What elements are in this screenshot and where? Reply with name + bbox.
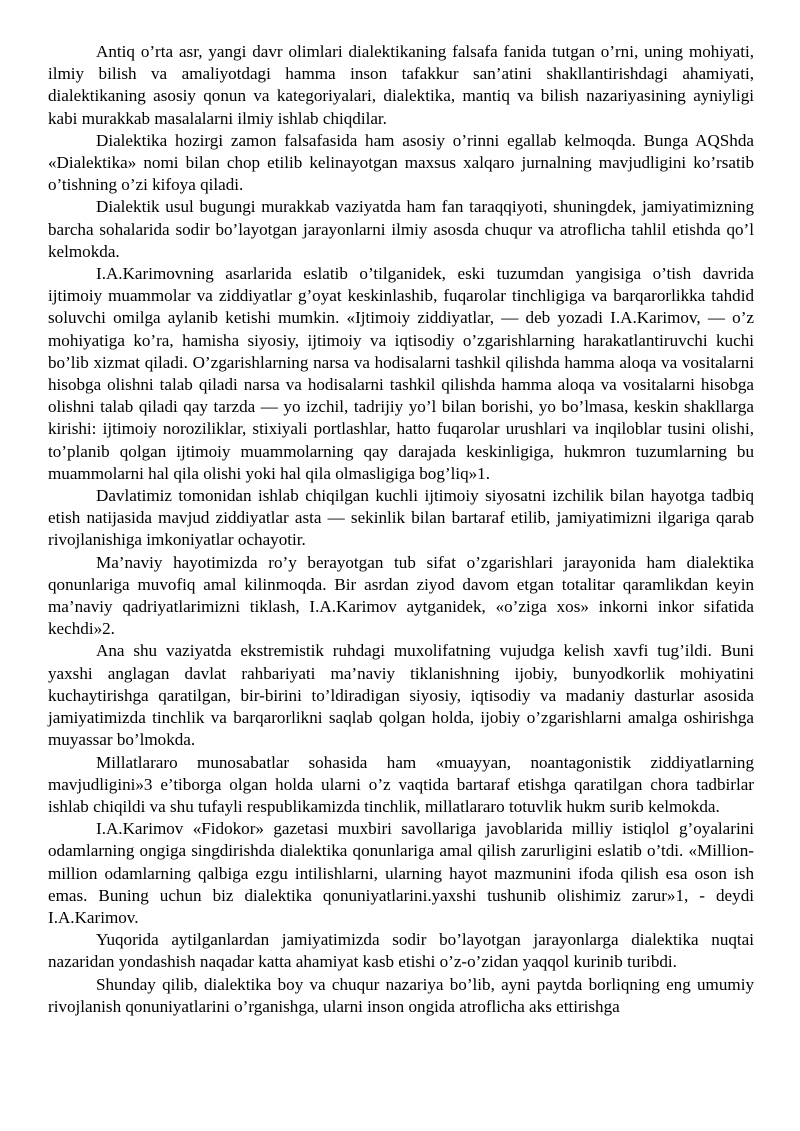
- paragraph-1: Antiq o’rta asr, yangi davr olimlari dialektikaning falsafa fanida tutgan o’rni, uning mohiyati, ilmiy bilish va amaliyotdagi hamma inson tafakkur san’atini shakllantirishdagi ahamiyati, dialektikaning asosiy qonun va kategoriyalari, dialektika, mantiq va bilish nazariyasining ayniyligi kabi murakkab masalalarni ilmiy ishlab chiqdilar.: [48, 42, 754, 128]
- document-page: [48, 41, 754, 1018]
- paragraph-3: Dialektik usul bugungi murakkab vaziyatda ham fan taraqqiyoti, shuningdek, jamiyatimizning barcha sohalarida sodir bo’layotgan jarayonlarni ilmiy asosda chuqur va atroflicha tahlil etishda qo’l kelmokda.: [48, 197, 754, 261]
- paragraph-5: Davlatimiz tomonidan ishlab chiqilgan kuchli ijtimoiy siyosatni izchilik bilan hayotga tadbiq etish natijasida mavjud ziddiyatlar asta — sekinlik bilan bartaraf etilib, jamiyatimizni ilgariga qarab rivojlanishiga imkoniyatlar ochayotir.: [48, 486, 754, 550]
- paragraph-10: Yuqorida aytilganlardan jamiyatimizda sodir bo’layotgan jarayonlarga dialektika nuqtai nazaridan yondashish naqadar katta ahamiyat kasb etishi o’z-o’zidan yaqqol kurinib turibdi.: [48, 930, 754, 972]
- paragraph-4: I.A.Karimovning asarlarida eslatib o’tilganidek, eski tuzumdan yangisiga o’tish davrida ijtimoiy muammolar va ziddiyatlar g’oyat keskinlashib, fuqarolar tinchligiga va barqarorlikka tahdid soluvchi omilga aylanib ketishi mumkin. «Ijtimoiy ziddiyatlar, — deb yozadi I.A.Karimov, — o’z mohiyatiga ko’ra, hamisha siyosiy, ijtimoiy va iqtisodiy o’zgarishlarning harakatlantiruvchi kuchi bo’lib xizmat qiladi. O’zgarishlarning narsa va hodisalarni tashkil qilishda hamma aloqa va vositalarni hisobga olishni talab qiladi narsa va hodisalarni tashkil qilishda hamma aloqa va vositalarni hisobga olishni talab qiladi qay tarzda — yo izchil, tadrijiy yo’l bilan borishi, yo bo’lmasa, keskin shakllarga kirishi: ijtimoiy noroziliklar, stixiyali portlashlar, hatto fuqarolar urushlari va inqiloblar tusini olishi, to’planib qolgan ijtimoiy muammolarning qay darajada keskinligiga, hukmron tuzumlarning bu muammolarni hal qila olishi yoki hal qila olmasligiga bog’liq»1.: [48, 264, 754, 483]
- paragraph-6: Ma’naviy hayotimizda ro’y berayotgan tub sifat o’zgarishlari jarayonida ham dialektika qonunlariga muvofiq amal kilinmoqda. Bir asrdan ziyod davom etgan totalitar qaramlikdan keyin ma’naviy qadriyatlarimizni tiklash, I.A.Karimov aytganidek, «o’ziga xos» inkorni inkor sifatida kechdi»2.: [48, 552, 754, 639]
- paragraph-11: Shunday qilib, dialektika boy va chuqur nazariya bo’lib, ayni paytda borliqning eng umumiy rivojlanish qonuniyatlarini o’rganishga, ularni inson ongida atroflicha aks ettirishga: [48, 974, 754, 1016]
- paragraph-9: I.A.Karimov «Fidokor» gazetasi muxbiri savollariga javoblarida milliy istiqlol g’oyalarini odamlarning ongiga singdirishda dialektika qonunlariga amal qilish zarurligini eslatib o’tdi. «Million-million odamlarning qalbiga ezgu intilishlarni, ularning hayot mazmunini ifoda qilish esa oson ish emas. Buning uchun biz dialektika qonuniyatlarini.yaxshi tushunib olishimiz zarur»1, - deydi I.A.Karimov.: [48, 819, 754, 927]
- paragraph-7: Ana shu vaziyatda ekstremistik ruhdagi muxolifatning vujudga kelish xavfi tug’ildi. Buni yaxshi anglagan davlat rahbariyati ma’naviy tiklanishning ijobiy, bunyodkorlik mohiyatini kuchaytirishga qaratilgan, bir-birini to’ldiradigan siyosiy, iqtisodiy va madaniy dasturlar asosida jamiyatimizda tinchlik va barqarorlikni saqlab qolgan holda, ijobiy o’zgarishlarni amalga oshirishga muyassar bo’lmokda.: [48, 641, 754, 750]
- paragraph-8: Millatlararo munosabatlar sohasida ham «muayyan, noantagonistik ziddiyatlarning mavjudligini»3 e’tiborga olgan holda ularni o’z vaqtida bartaraf etishga qaratilgan chora tadbirlar ishlab chiqildi va shu tufayli respublikamizda tinchlik, millatlararo totuvlik hukm surib kelmokda.: [48, 752, 754, 816]
- paragraph-2: Dialektika hozirgi zamon falsafasida ham asosiy o’rinni egallab kelmoqda. Bunga AQShda «Dialektika» nomi bilan chop etilib kelinayotgan maxsus xalqaro jurnalning mavjudligini ko’rsatib o’tishning o’zi kifoya qiladi.: [48, 130, 754, 195]
